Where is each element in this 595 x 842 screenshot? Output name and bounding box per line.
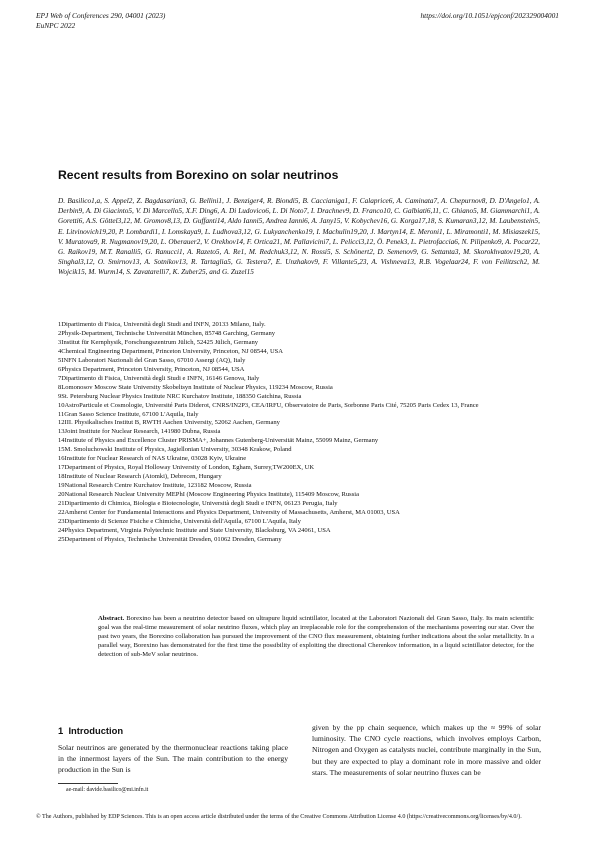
affiliation-item: 25Department of Physics, Technische Universität Dresden, 01062 Dresden, Germany [58,535,282,543]
affiliation-item: 14Institute of Physics and Excellence Cluster PRISMA+, Johannes Gutenberg-Universität Mainz, 55099 Mainz, Germany [58,437,379,445]
abstract [98,615,534,660]
conference-name: EuNPC 2022 [36,21,76,30]
affiliation-item: 18Institute of Nuclear Research (Atomki), Debrecen, Hungary [58,473,222,481]
affiliation-item: 15M. Smoluchowski Institute of Physics, Jagiellonian University, 30348 Krakow, Poland [58,446,292,454]
affiliation-item: 19National Research Centre Kurchatov Institute, 123182 Moscow, Russia [58,482,252,490]
body-column-right: given by the pp chain sequence, which makes up the ≈ 99% of solar luminosity. The CNO cycle reactions, which involves employs Carbon, Nitrogen and Oxygen as catalysts nuclei, contribute marginally in the Sun, but they are expected to play a dominant role in more massive and older stars. The measurements of solar neutrino fluxes can be [312,723,541,777]
affiliation-item: 17Department of Physics, Royal Holloway University of London, Egham, Surrey,TW200EX, UK [58,464,315,472]
paper-title: Recent results from Borexino on solar neutrinos [58,168,339,182]
section-number: 1 [58,725,64,736]
doi-link[interactable]: https://doi.org/10.1051/epjconf/202329004001 [420,11,559,20]
affiliation-item: 10AstroParticule et Cosmologie, Université Paris Diderot, CNRS/IN2P3, CEA/IRFU, Observatoire de Paris, Sorbonne Paris Cité, 75205 Paris Cedex 13, France [58,401,479,409]
affiliation-item: 3Institut für Kernphysik, Forschungszentrum Jülich, 52425 Jülich, Germany [58,338,259,346]
affiliation-item: 11Gran Sasso Science Institute, 67100 L'Aquila, Italy [58,410,199,418]
section-title: Introduction [68,725,124,736]
affiliation-item: 16Institute for Nuclear Research of NAS Ukraine, 03028 Kyiv, Ukraine [58,455,247,463]
journal-reference: EPJ Web of Conferences 290, 04001 (2023) [36,11,166,20]
section-heading [58,725,123,736]
affiliation-item: 24Physics Department, Virginia Polytechnic Institute and State University, Blacksburg, VA 24061, USA [58,526,331,534]
affiliation-list [58,321,540,545]
affiliation-item: 5INFN Laboratori Nazionali del Gran Sasso, 67010 Assergi (AQ), Italy [58,356,246,364]
affiliation-item: 13Joint Institute for Nuclear Research, 141980 Dubna, Russia [58,428,221,436]
affiliation-item: 22Amherst Center for Fundamental Interactions and Physics Department, University of Massachusetts, Amherst, MA 01003, USA [58,509,400,517]
abstract-text: Borexino has been a neutrino detector based on ultrapure liquid scintillator, located at the Laboratori Nazionali del Gran Sasso, Italy. Its main scientific goal was the real-time measurement of solar neutrino fluxes, which play an irreplaceable role for the comprehension of the mechanisms powering our star. Over the past two years, the Borexino collaboration has pursued the improvement of the CNO flux measurement, obtaining further indications about the solar metallicity. In a parallel way, Borexino has demonstrated for the first time the possibility of exploiting the directional Cherenkov information, in a liquid scintillator detector, for the detection of sub-MeV solar neutrinos. [98,615,534,658]
affiliation-item: 9St. Petersburg Nuclear Physics Institute NRC Kurchatov Institute, 188350 Gatchina, Russia [58,392,302,400]
affiliation-item: 1Dipartimento di Fisica, Università degli Studi and INFN, 20133 Milano, Italy. [58,321,266,328]
affiliation-item: 23Dipartimento di Scienze Fisiche e Chimiche, Università dell'Aquila, 67100 L'Aquila, Italy [58,517,301,525]
affiliation-item: 6Physics Department, Princeton University, Princeton, NJ 08544, USA [58,365,245,373]
affiliation-item: 12III. Physikalisches Institut B, RWTH Aachen University, 52062 Aachen, Germany [58,419,280,427]
affiliation-item: 8Lomonosov Moscow State University Skobeltsyn Institute of Nuclear Physics, 119234 Moscow, Russia [58,383,333,391]
license-notice: © The Authors, published by EDP Sciences. This is an open access article distributed under the terms of the Creative Commons Attribution License 4.0 (https://creativecommons.org/licenses/by/4.0/). [36,814,522,820]
affiliation-item: 4Chemical Engineering Department, Princeton University, Princeton, NJ 08544, USA [58,347,284,355]
footnote-rule [58,783,118,784]
affiliation-item: 2Physik-Department, Technische Universität München, 85748 Garching, Germany [58,329,276,337]
abstract-label: Abstract. [98,615,125,622]
affiliation-item: 21Dipartimento di Chimica, Biologia e Biotecnologie, Università degli Studi e INFN, 06123 Perugia, Italy [58,500,338,508]
author-list: D. Basilico1,a, S. Appel2, Z. Bagdasarian3, G. Bellini1, J. Benziger4, R. Biondi5, B. Caccianiga1, F. Calaprice6, A. Caminata7, A. Chepurnov8, D. D'Angelo1, A. Derbin9, A. Di Giacinto5, V. Di Marcello5, X.F. Ding6, A. Di Ludovico6, L. Di Noto7, I. Drachnev9, D. Franco10, C. Galbiati6,11, C. Ghiano5, M. Giammarchi1, A. Goretti6, A.S. Göttel3,12, M. Gromov8,13, D. Guffanti14, Aldo Ianni5, Andrea Ianni6, A. Jany15, V. Kobychev16, G. Korga17,18, S. Kumaran3,12, M. Laubenstein5, E. Litvinovich19,20, P. Lombardi1, I. Lomskaya9, L. Ludhova3,12, G. Lukyanchenko19, I. Machulin19,20, J. Martyn14, E. Meroni1, L. Miramonti1, M. Misiaszek15, V. Muratova9, R. Nugmanov19,20, L. Oberauer2, V. Orekhov14, F. Ortica21, M. Pallavicini7, L. Pelicci3,12, Ö. Penek3, L. Pietrofaccia6, N. Pilipenko9, A. Pocar22, G. Raikov19, M.T. Ranalli5, G. Ranucci1, A. Razeto5, A. Re1, M. Redchuk3,12, N. Rossi5, S. Schönert2, D. Semenov9, G. Settanta3, M. Skorokhvatov19,20, A. Singhal3,12, O. Smirnov13, A. Sotnikov13, R. Tartaglia5, G. Testera7, E. Unzhakov9, F. Villante5,23, A. Vishneva13, R.B. Vogelaar24, F. von Feilitzsch2, M. Wojcik15, M. Wurm14, S. Zavatarelli7, K. Zuber25, and G. Zuzel15 [58,197,540,277]
body-column-left: Solar neutrinos are generated by the thermonuclear reactions taking place in the innermost layers of the Sun. The main contribution to the energy production in the Sun is [58,743,288,775]
affiliation-item: 7Dipartimento di Fisica, Università degli Studi e INFN, 16146 Genova, Italy [58,374,260,382]
footnote: ae-mail: davide.basilico@mi.infn.it [66,787,149,793]
affiliation-item: 20National Research Nuclear University MEPhI (Moscow Engineering Physics Institute), 115409 Moscow, Russia [58,491,359,499]
